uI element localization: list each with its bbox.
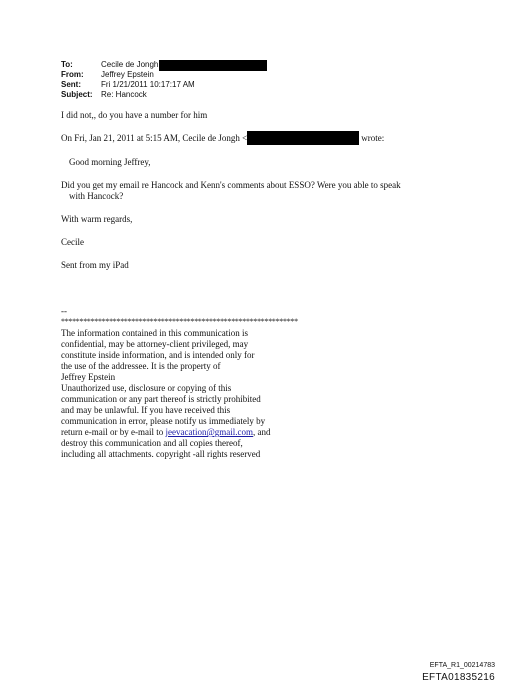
quote-intro-start: On Fri, Jan 21, 2011 at 5:15 AM, Cecile de Jongh < [61, 133, 248, 143]
disclaimer-line: The information contained in this communication is [61, 328, 248, 338]
disclaimer-line: and may be unlawful. If you have received this [61, 405, 231, 415]
disclaimer-email-line [61, 427, 270, 438]
greeting: Good morning Jeffrey, [69, 157, 151, 167]
disclaimer-line: Unauthorized use, disclosure or copying of this [61, 383, 232, 393]
email-line-prefix: return e-mail or by e-mail to [61, 427, 166, 437]
to-label: To: [61, 60, 73, 69]
from-value: Jeffrey Epstein [101, 70, 154, 79]
disclaimer-line: confidential, may be attorney-client privileged, may [61, 339, 249, 349]
header-sent-row [61, 80, 267, 90]
subject-value: Re: Hancock [101, 90, 147, 99]
disclaimer-line: constitute inside information, and is intended only for [61, 350, 255, 360]
disclaimer-line: destroy this communication and all copies thereof, [61, 438, 243, 448]
quote-intro-end: wrote: [361, 133, 385, 143]
redaction-box [247, 131, 359, 145]
header-from-row [61, 70, 267, 80]
from-label: From: [61, 70, 84, 79]
signature: Cecile [61, 237, 84, 247]
sent-label: Sent: [61, 80, 81, 89]
email-header [61, 60, 267, 100]
sent-from: Sent from my iPad [61, 260, 129, 270]
disclaimer-block [61, 328, 270, 460]
disclaimer-line: Jeffrey Epstein [61, 372, 116, 382]
header-to-row [61, 60, 267, 70]
header-subject-row [61, 90, 267, 100]
disclaimer-line: communication in error, please notify us immediately by [61, 416, 266, 426]
closing: With warm regards, [61, 214, 133, 224]
bates-number-large: EFTA01835216 [422, 672, 495, 683]
email-link[interactable]: jeevacation@gmail.com [165, 427, 253, 437]
disclaimer-line: including all attachments. copyright -all rights reserved [61, 449, 261, 459]
redaction-box [159, 60, 267, 71]
reply-text: I did not,, do you have a number for him [61, 110, 208, 120]
disclaimer-line: communication or any part thereof is strictly prohibited [61, 394, 261, 404]
sent-value: Fri 1/21/2011 10:17:17 AM [101, 80, 195, 89]
quote-intro [61, 133, 384, 145]
question-line-2: with Hancock? [69, 191, 124, 201]
email-line-suffix: , and [252, 427, 271, 437]
disclaimer-stars: **************************************************************** [61, 317, 298, 326]
question-line-1: Did you get my email re Hancock and Kenn's comments about ESSO? Were you able to speak [61, 180, 401, 190]
bates-number-small: EFTA_R1_00214783 [429, 662, 495, 669]
to-value: Cecile de Jongh [101, 60, 159, 69]
disclaimer-line: the use of the addressee. It is the property of [61, 361, 221, 371]
subject-label: Subject: [61, 90, 93, 99]
disclaimer-dashes: -- [61, 306, 67, 316]
